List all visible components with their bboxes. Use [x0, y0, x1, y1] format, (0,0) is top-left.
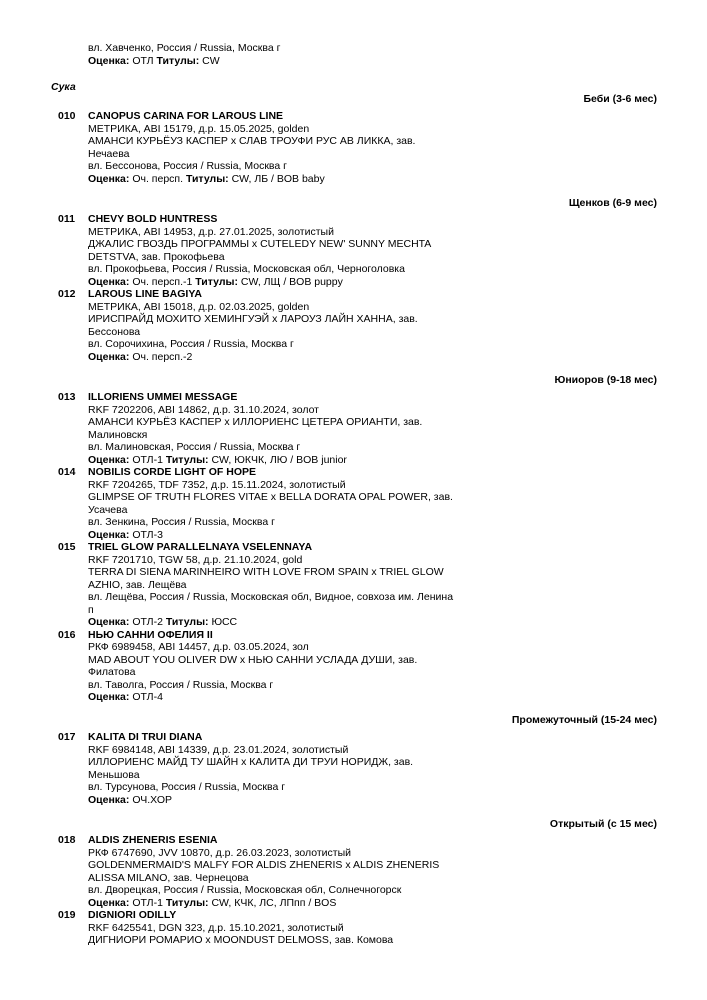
- entry-number: 013: [58, 391, 76, 403]
- entry-detail-line: GLIMPSE OF TRUTH FLORES VITAE x BELLA DORATA OPAL POWER, зав.: [88, 491, 453, 503]
- entry-detail-line: MAD ABOUT YOU OLIVER DW x НЬЮ САННИ УСЛАДА ДУШИ, зав.: [88, 653, 418, 666]
- grade-line: [88, 276, 707, 289]
- dog-name: CHEVY BOLD HUNTRESS: [88, 213, 218, 225]
- catalog-entry: [0, 288, 707, 363]
- grade-line: [88, 616, 707, 629]
- catalog-entry: [0, 391, 707, 466]
- entry-number: 017: [58, 731, 76, 743]
- entry-detail-line: АМАНСИ КУРЬЁЗ КАСПЕР x ИЛЛОРИЕНС ЦЕТЕРА ОРИАНТИ, зав.: [88, 416, 423, 428]
- sex-heading: Сука: [51, 81, 76, 93]
- titles-label: Титулы:: [165, 616, 209, 628]
- grade-value: ОТЛ-1: [132, 453, 163, 466]
- entry-detail-line: вл. Зенкина, Россия / Russia, Москва г: [88, 516, 275, 528]
- entry-detail-line: Усачева: [88, 503, 128, 516]
- entry-detail-line: МЕТРИКА, ABI 15179, д.р. 15.05.2025, golden: [88, 122, 310, 135]
- titles-value: ЮСС: [211, 616, 238, 628]
- entry-detail-line: Нечаева: [88, 147, 130, 160]
- entry-detail-line: АМАНСИ КУРЬЁУЗ КАСПЕР x СЛАВ ТРОУФИ РУС АВ ЛИККА, зав.: [88, 135, 416, 147]
- grade-label: Оценка:: [88, 350, 130, 363]
- grade-label: Оценка:: [88, 172, 130, 185]
- catalog-entry: [0, 466, 707, 541]
- dog-name: ILLORIENS UMMEI MESSAGE: [88, 391, 238, 403]
- class-heading: Щенков (6-9 мес): [568, 197, 657, 209]
- entry-detail-line: TERRA DI SIENA MARINHEIRO WITH LOVE FROM SPAIN x TRIEL GLOW: [88, 566, 444, 578]
- class-entries: [0, 110, 707, 185]
- grade-value: ОТЛ-2: [132, 616, 163, 628]
- entry-number: 018: [58, 834, 76, 846]
- titles-label: Титулы:: [165, 896, 209, 909]
- grade-label: Оценка:: [88, 691, 130, 703]
- entry-detail-line: ИРИСПРАЙД МОХИТО ХЕМИНГУЭЙ x ЛАРОУЗ ЛАЙН ХАННА, зав.: [88, 313, 418, 325]
- grade-label: Оценка:: [88, 528, 130, 541]
- titles-label: Титулы:: [185, 172, 229, 185]
- entry-detail-line: ALISSA MILANO, зав. Чернецова: [88, 871, 249, 884]
- entry-detail-line: Филатова: [88, 666, 136, 678]
- catalog-entry: [0, 110, 707, 185]
- dog-name: LAROUS LINE BAGIYA: [88, 288, 202, 300]
- catalog-entry: [0, 731, 707, 806]
- entry-detail-line: вл. Турсунова, Россия / Russia, Москва г: [88, 781, 286, 793]
- grade-label: Оценка:: [88, 453, 130, 466]
- entry-number: 011: [58, 213, 75, 225]
- class-entries: [0, 731, 707, 806]
- titles-value: CW, ЛЩ / BOB puppy: [240, 275, 343, 288]
- dog-name: НЬЮ САННИ ОФЕЛИЯ II: [88, 628, 213, 641]
- entry-detail-line: РКФ 6989458, ABI 14457, д.р. 03.05.2024, зол: [88, 641, 309, 653]
- dog-name: KALITA DI TRUI DIANA: [88, 731, 203, 743]
- entry-number: 010: [58, 110, 76, 122]
- entry-detail-line: РКФ 6747690, JVV 10870, д.р. 26.03.2023, золотистый: [88, 846, 351, 859]
- entry-detail-line: вл. Лещёва, Россия / Russia, Московская обл, Видное, совхоза им. Ленина: [88, 591, 454, 603]
- entry-number: 015: [58, 541, 76, 553]
- entry-detail-line: RKF 7204265, TDF 7352, д.р. 15.11.2024, золотистый: [88, 478, 346, 491]
- class-heading: Юниоров (9-18 мес): [554, 374, 657, 386]
- entry-number: 012: [58, 288, 76, 300]
- entry-detail-line: RKF 6425541, DGN 323, д.р. 15.10.2021, золотистый: [88, 921, 344, 934]
- grade-line: Оценка: ОТЛ Титулы: CW: [88, 54, 220, 67]
- entry-detail-line: Меньшова: [88, 768, 140, 781]
- class-heading: Открытый (с 15 мес): [549, 818, 657, 830]
- class-heading: Беби (3-6 мес): [583, 93, 657, 105]
- catalog-entry: [0, 629, 707, 704]
- entry-detail-line: ДИГНИОРИ РОМАРИО x MOONDUST DELMOSS, зав. Комова: [88, 934, 394, 946]
- grade-value: Оч. персп.-2: [132, 350, 193, 363]
- dog-name: NOBILIS CORDE LIGHT OF HOPE: [88, 466, 257, 478]
- entry-detail-line: DETSTVA, зав. Прокофьева: [88, 250, 225, 263]
- titles-value: CW, ЛБ / BOB baby: [231, 172, 325, 185]
- grade-line: [88, 691, 707, 704]
- dog-name: TRIEL GLOW PARALLELNAYA VSELENNAYA: [88, 541, 313, 553]
- entry-detail-line: вл. Таволга, Россия / Russia, Москва г: [88, 678, 274, 691]
- entry-detail-line: МЕТРИКА, ABI 14953, д.р. 27.01.2025, золотистый: [88, 225, 334, 238]
- entry-detail-line: вл. Дворецкая, Россия / Russia, Московская обл, Солнечногорск: [88, 884, 402, 896]
- class-entries: [0, 391, 707, 704]
- grade-line: [88, 794, 707, 807]
- titles-label: Титулы:: [165, 453, 209, 466]
- entry-detail-line: Малиновскя: [88, 428, 148, 441]
- titles-label: Титулы:: [195, 275, 238, 288]
- titles-value: CW, ЮКЧК, ЛЮ / BOB junior: [211, 453, 347, 466]
- entry-detail-line: RKF 6984148, ABI 14339, д.р. 23.01.2024, золотистый: [88, 743, 349, 756]
- dog-name: ALDIS ZHENERIS ESENIA: [88, 834, 218, 846]
- class-entries: [0, 834, 707, 947]
- titles-value: CW, КЧК, ЛС, ЛПпп / BOS: [211, 896, 337, 909]
- grade-line: [88, 173, 707, 186]
- entry-detail-line: п: [88, 603, 94, 616]
- grade-value: ОТЛ-3: [132, 528, 163, 541]
- dog-name: DIGNIORI ODILLY: [88, 909, 177, 921]
- entry-detail-line: МЕТРИКА, ABI 15018, д.р. 02.03.2025, golden: [88, 300, 310, 313]
- entry-detail-line: AZHIO, зав. Лещёва: [88, 578, 187, 591]
- entry-detail-line: GOLDENMERMAID'S MALFY FOR ALDIS ZHENERIS x ALDIS ZHENERIS: [88, 859, 440, 871]
- grade-line: [88, 897, 707, 910]
- grade-label: Оценка:: [88, 275, 130, 288]
- entry-detail-line: RKF 7202206, ABI 14862, д.р. 31.10.2024, золот: [88, 403, 319, 416]
- entry-detail-line: ДЖАЛИС ГВОЗДЬ ПРОГРАММЫ x CUTELEDY NEW' SUNNY MECHTA: [88, 238, 432, 250]
- grade-value: ОТЛ-1: [132, 896, 163, 909]
- class-entries: [0, 213, 707, 363]
- class-heading: Промежуточный (15-24 мес): [511, 714, 657, 726]
- grade-value: Оч. персп.: [132, 172, 184, 185]
- grade-value: ОТЛ-4: [132, 691, 163, 703]
- owner-line: вл. Хавченко, Россия / Russia, Москва г: [88, 42, 281, 54]
- grade-line: [88, 529, 707, 542]
- grade-label: Оценка:: [88, 616, 130, 628]
- entry-number: 014: [58, 466, 76, 478]
- entry-detail-line: RKF 7201710, TGW 58, д.р. 21.10.2024, gold: [88, 553, 303, 566]
- entry-number: 019: [58, 909, 76, 921]
- grade-label: Оценка:: [88, 793, 130, 806]
- catalog-entry: [0, 213, 707, 288]
- previous-entry-tail: [0, 42, 707, 67]
- grade-line: [88, 454, 707, 467]
- entry-detail-line: ИЛЛОРИЕНС МАЙД ТУ ШАЙН x КАЛИТА ДИ ТРУИ НОРИДЖ, зав.: [88, 756, 414, 768]
- grade-line: [88, 351, 707, 364]
- entry-detail-line: вл. Сорочихина, Россия / Russia, Москва г: [88, 338, 294, 350]
- entry-detail-line: вл. Бессонова, Россия / Russia, Москва г: [88, 160, 287, 172]
- catalog-entry: [0, 541, 707, 629]
- entry-detail-line: вл. Малиновская, Россия / Russia, Москва г: [88, 441, 301, 453]
- grade-label: Оценка:: [88, 896, 130, 909]
- catalog-entry: [0, 909, 707, 947]
- entry-detail-line: Бессонова: [88, 325, 141, 338]
- catalog-entry: [0, 834, 707, 909]
- grade-value: Оч. персп.-1: [132, 275, 193, 288]
- grade-value: ОЧ.ХОР: [132, 793, 173, 806]
- entry-detail-line: вл. Прокофьева, Россия / Russia, Московская обл, Черноголовка: [88, 263, 405, 275]
- dog-name: CANOPUS CARINA FOR LAROUS LINE: [88, 110, 284, 122]
- entry-number: 016: [58, 628, 76, 641]
